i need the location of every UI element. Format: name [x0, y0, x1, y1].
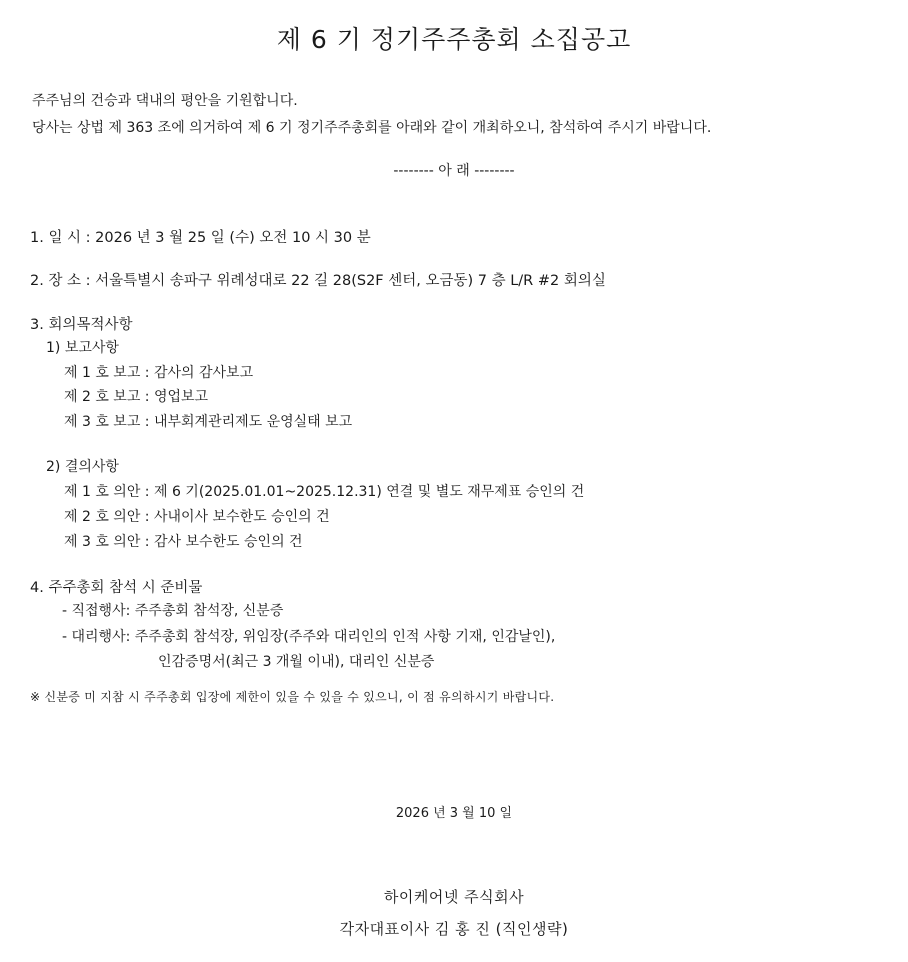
- report-item-3: 제 3 호 보고 : 내부회계관리제도 운영실태 보고: [64, 414, 353, 430]
- resolution-item-2: 제 2 호 의안 : 사내이사 보수한도 승인의 건: [64, 509, 330, 525]
- meeting-location: 2. 장 소 : 서울특별시 송파구 위례성대로 22 길 28(S2F 센터, 오금동) 7 층 L/R #2 회의실: [30, 273, 606, 289]
- section-divider-arae: -------- 아 래 --------: [393, 163, 515, 179]
- resolutions-heading: 2) 결의사항: [46, 459, 119, 475]
- greeting-line-2: 당사는 상법 제 363 조에 의거하여 제 6 기 정기주주총회를 아래와 같이 개최하오니, 참석하여 주시기 바랍니다.: [32, 120, 712, 136]
- preparation-proxy-continued: 인감증명서(최근 3 개월 이내), 대리인 신분증: [158, 654, 435, 670]
- ceo-signature: 각자대표이사 김 홍 진 (직인생략): [339, 920, 569, 938]
- page-title: 제 6 기 정기주주총회 소집공고: [276, 25, 632, 54]
- id-notice: ※ 신분증 미 지참 시 주주총회 입장에 제한이 있을 수 있을 수 있으니, 이 점 유의하시기 바랍니다.: [30, 690, 555, 704]
- resolution-item-1: 제 1 호 의안 : 제 6 기(2025.01.01~2025.12.31) 연결 및 별도 재무제표 승인의 건: [64, 484, 585, 500]
- report-item-2: 제 2 호 보고 : 영업보고: [64, 389, 209, 405]
- preparation-proxy: - 대리행사: 주주총회 참석장, 위임장(주주와 대리인의 인적 사항 기재, 인감날인),: [62, 629, 556, 645]
- preparation-direct: - 직접행사: 주주총회 참석장, 신분증: [62, 603, 284, 619]
- agenda-heading: 3. 회의목적사항: [30, 317, 133, 333]
- greeting-line-1: 주주님의 건승과 댁내의 평안을 기원합니다.: [32, 93, 298, 109]
- meeting-datetime: 1. 일 시 : 2026 년 3 월 25 일 (수) 오전 10 시 30 분: [30, 230, 371, 246]
- report-item-1: 제 1 호 보고 : 감사의 감사보고: [64, 365, 254, 381]
- notice-date: 2026 년 3 월 10 일: [395, 806, 513, 821]
- company-name: 하이케어넷 주식회사: [383, 888, 525, 906]
- preparation-heading: 4. 주주총회 참석 시 준비물: [30, 580, 203, 596]
- reports-heading: 1) 보고사항: [46, 340, 119, 356]
- resolution-item-3: 제 3 호 의안 : 감사 보수한도 승인의 건: [64, 534, 303, 550]
